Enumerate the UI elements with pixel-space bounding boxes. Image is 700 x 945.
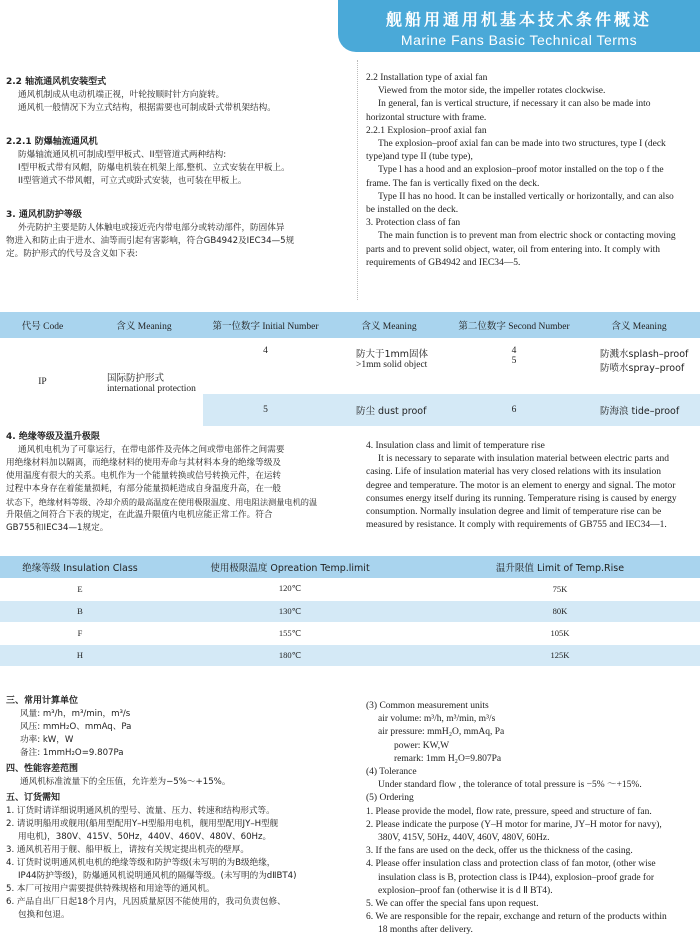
paragraph-line: The explosion–proof axial fan can be made into two structures, type I (deck [378,139,666,150]
paragraph-line: 定。防护形式的代号及含义如下表: [6,249,138,259]
order-line: 2. 请说明船用或舰用(船用型配用Y–H型船用电机，舰用型配用JY–H型舰 [6,819,279,829]
insulation-class-cell: F [0,622,160,644]
initial-meaning-cell: 防尘 dust proof [328,394,450,426]
insulation-class-cell: B [0,600,160,622]
column-header: 使用极限温度 Opreation Temp.limit [160,556,420,578]
paragraph-line: 物进入和防止由于进水、油等而引起有害影响，符合GB4942及IEC34—5规 [6,236,295,246]
unit-line: 风压: mmH₂O、mmAq、Pa [20,722,132,732]
paragraph-line: Type l has a hood and an explosion–proof motor installed on the top o f the [378,165,664,176]
unit-line: 备注: 1mmH₂O=9.807Pa [20,748,124,758]
right-mid-section [366,440,696,532]
paragraph-line: be installed on the deck. [366,205,459,216]
insulation-class-cell: H [0,644,160,666]
order-line: IP44防护等级)，防爆通风机说明通风机的隔爆等级。(未写明的为dⅡBT4) [18,871,297,881]
unit-line: power: KW,W [394,740,450,751]
column-header: 温升限值 Limit of Temp.Rise [420,556,700,578]
second-meaning-cell [578,338,700,394]
order-line: 6. We are responsible for the repair, exchange and return of the products within [366,912,667,923]
table-row [0,578,700,600]
column-header: 含义 Meaning [578,312,700,338]
table-row [0,622,700,644]
order-line: 4. Please offer insulation class and protection class of fan motor, (other wise [366,859,656,870]
paragraph-line: In general, fan is vertical structure, if necessary it can also be made into [378,99,651,110]
paragraph-line: 2.2 Installation type of axial fan [366,73,488,83]
paragraph-line: 3. Protection class of fan [366,218,461,229]
paragraph-line: The main function is to prevent man from electric shock or contacting moving [378,231,676,242]
paragraph-line: 通风机制成从电动机端正视，叶轮按顺时针方向旋转。 [18,90,225,100]
unit-line: 风量: m³/h，m³/min，m³/s [20,709,131,719]
column-header: 绝缘等级 Insulation Class [0,556,160,578]
insulation-class-cell: E [0,578,160,600]
order-line: 3. If the fans are used on the deck, offer us the thickness of the casing. [366,846,633,857]
second-meaning-b: 防喷水spray–proof [600,363,685,374]
code-meaning-en: international protection [107,384,196,394]
paragraph-line: parts and to prevent solid object, water, oil from entering into. It comply with [366,244,661,255]
second-number-b: 5 [511,356,517,366]
table-row [0,338,700,394]
initial-number-cell: 5 [203,394,328,426]
paragraph-line: 使用温度有很大的关系。电机作为一个能量转换或信号转换元件，在运转 [6,471,282,481]
order-line: 用电机)，380V、415V、50Hz，440V、460V、480V、60Hz。 [18,832,272,842]
temp-limit-cell: 120℃ [160,578,420,600]
paragraph-line: Viewed from the motor side, the impeller rotates clockwise. [378,86,606,97]
right-bottom-section [366,700,696,938]
paragraph-line: measured by resistance. It comply with requirements of GB755 and IEC34—1. [366,520,667,531]
paragraph-line: GB755和IEC34—1规定。 [6,523,109,533]
table-row [0,600,700,622]
right-top-section [366,72,696,270]
paragraph-line: 2.2.1 Explosion–proof axial fan [366,125,487,136]
column-header: 含义 Meaning [85,312,203,338]
header-title-en: Marine Fans Basic Technical Terms [400,32,638,48]
left-top-section [6,76,351,261]
unit-line: air volume: m³/h, m³/min, m³/s [378,714,496,725]
paragraph-line: Under standard flow , the tolerance of total pressure is −5% ～+15%. [378,780,642,791]
order-line: 1. 订货时请详细说明通风机的型号、流量、压力、转速和结构形式等。 [6,806,275,816]
second-number-a: 4 [511,346,517,356]
section-title: 4. 绝缘等级及温升极限 [6,432,100,442]
order-line: 5. 本厂可按用户需要提供特殊规格和用途等的通风机。 [6,884,215,894]
paragraph-line: 用绝缘材料加以隔离，而绝缘材料的使用寿命与其材料本身的绝缘等级及 [6,458,282,468]
order-line: 18 months after delivery. [378,925,473,936]
paragraph-line: 4. Insulation class and limit of temperature rise [366,441,545,451]
temp-rise-cell: 75K [420,578,700,600]
paragraph-line: degree and temperature. The motor is an element to energy and signal. The motor [366,480,676,491]
section-title: 2.2 轴流通风机安装型式 [6,77,107,87]
paragraph-line: 状态下，绝缘材料等级、冷却介质的最高温度在使用极限温度、用电阻法测量电机的温 [6,497,318,507]
paragraph-line: 过程中本身存在着能量损耗，有部分能量损耗造成自身温度升高，在一般 [6,484,282,494]
paragraph-line: II型管道式不带风帽，可立式或卧式安装，也可装在甲板上。 [18,176,247,186]
paragraph-line: 防爆轴流通风机可制成I型甲板式、II型管道式两种结构: [18,150,227,160]
initial-meaning-cn: 防大于1mm固体 [356,349,429,360]
column-header: 第二位数字 Second Number [450,312,578,338]
order-line: 3. 通风机若用于舰、船甲板上，请按有关规定提出机壳的壁厚。 [6,845,249,855]
order-line: 6. 产品自出厂日起18个月内，凡因质量原因不能使用的，我司负责包修、 [6,897,286,907]
paragraph-line: Type II has no hood. It can be installed vertically or horizontally, and can also [378,191,674,202]
header-banner [338,0,700,52]
table-row [0,644,700,666]
protection-class-table [0,312,700,426]
section-title: 2.2.1 防爆轴流通风机 [6,137,98,147]
code-meaning-cn: 国际防护形式 [107,373,165,384]
temp-limit-cell: 155℃ [160,622,420,644]
section-title: 3. 通风机防护等级 [6,210,82,220]
paragraph-line: consumption. Normally insulation degree and limit of temperature rise can be [366,507,662,518]
paragraph-line: I型甲板式带有风帽，防爆电机装在机架上部,整机、立式安装在甲板上。 [18,163,290,173]
second-number-cell [450,338,578,394]
paragraph-line: 通风机电机为了可靠运行，在带电部件及壳体之间或带电部件之间需要 [18,445,285,455]
temp-limit-cell: 130℃ [160,600,420,622]
initial-number-cell: 4 [263,346,268,356]
section-title: 三、常用计算单位 [6,696,79,706]
paragraph-line: It is necessary to separate with insulation material between electric parts and [378,454,669,465]
column-header: 含义 Meaning [328,312,450,338]
unit-line: 功率: kW，W [20,735,74,745]
paragraph-line: consumes energy itself during its running. Temperature rising is caused by energy [366,493,677,504]
order-line: 4. 订货时说明通风机电机的绝缘等级和防护等级(未写明的为B级绝缘， [6,858,276,868]
unit-line: air pressure: mmH₂O, mmAq, Pa [378,727,505,738]
paragraph-line: horizontal structure with frame. [366,112,487,123]
paragraph-line: casing. Life of insulation material has very closed relations with its insulation [366,467,661,478]
temp-rise-cell: 80K [420,600,700,622]
section-title: (3) Common measurement units [366,701,489,711]
paragraph-line: requirements of GB4942 and IEC34—5. [366,257,521,268]
header-title-cn: 舰船用通用机基本技术条件概述 [385,10,652,29]
column-header: 第一位数字 Initial Number [203,312,328,338]
temp-limit-cell: 180℃ [160,644,420,666]
initial-meaning-en: >1mm solid object [356,360,428,370]
paragraph-line: frame. The fan is vertically fixed on the deck. [366,178,540,189]
order-line: 2. Please indicate the purpose (Y–H motor for marine, JY–H motor for navy), [366,819,662,830]
section-title: (5) Ordering [366,793,414,804]
second-meaning-cell: 防海浪 tide–proof [578,394,700,426]
insulation-class-table [0,556,700,667]
code-cell: IP [38,377,47,387]
temp-rise-cell: 125K [420,644,700,666]
temp-rise-cell: 105K [420,622,700,644]
code-meaning-cell [85,338,203,426]
column-header: 代号 Code [0,312,85,338]
column-divider [357,60,358,300]
paragraph-line: type)and type II (tube type), [366,152,473,163]
section-title: 五、订货需知 [6,793,61,803]
order-line: 380V, 415V, 50Hz, 440V, 460V, 480V, 60Hz. [378,833,550,844]
second-number-cell: 6 [450,394,578,426]
paragraph-line: 升限值之间符合下表的规定，在此温升限值内电机应能正常工作。符合 [6,510,273,520]
initial-meaning-cell [328,338,450,394]
order-line: insulation class is B, protection class is IP44), explosion–proof grade for [378,872,654,883]
left-bottom-section [6,695,351,922]
paragraph-line: 通风机一般情况下为立式结构，根据需要也可制成卧式带机架结构。 [18,103,276,113]
section-title: (4) Tolerance [366,767,417,778]
table-header-row [0,312,700,338]
second-meaning-a: 防溅水splash–proof [600,349,689,360]
paragraph-line: 通风机标准流量下的全压值，允许差为−5%～+15%。 [20,777,231,787]
order-line: 5. We can offer the special fans upon request. [366,899,539,910]
order-line: 1. Please provide the model, flow rate, pressure, speed and structure of fan. [366,806,652,817]
table-header-row [0,556,700,578]
order-line: explosion–proof fan (otherwise it is d Ⅱ BT4). [378,885,553,896]
left-mid-section [6,431,351,535]
order-line: 包换和包退。 [18,910,70,920]
unit-line: remark: 1mm H₂O=9.807Pa [394,753,502,764]
section-title: 四、性能容差范围 [6,764,79,774]
paragraph-line: 外壳防护主要是防人体触电或接近壳内带电部分或转动部件，防固体异 [18,223,285,233]
